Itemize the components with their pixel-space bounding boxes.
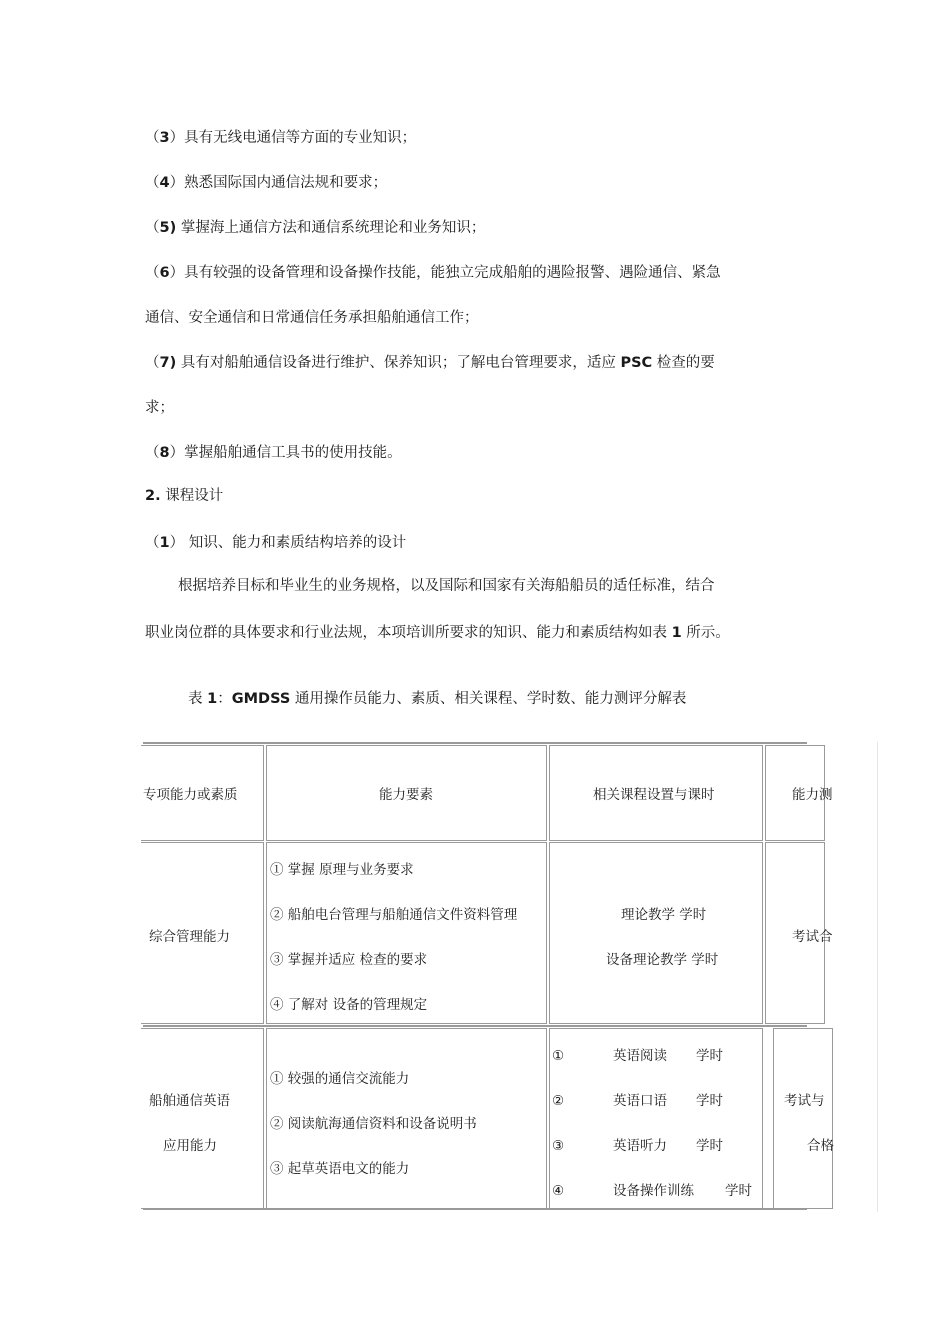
row1-element-1: ① 掌握 原理与业务要求: [270, 862, 414, 878]
table-caption: 表 1：GMDSS 通用操作员能力、素质、相关课程、学时数、能力测评分解表: [188, 691, 687, 707]
row2-course-num-4: ④: [552, 1183, 565, 1199]
row1-courses-cell: [549, 842, 763, 1024]
row2-course-name-4: 设备操作训练: [613, 1183, 694, 1199]
subsection-heading: （1） 知识、能力和素质结构培养的设计: [145, 535, 407, 551]
row2-ability-text-2: 应用能力: [163, 1138, 217, 1154]
row2-course-name-3: 英语听力: [613, 1138, 667, 1154]
requirement-4: （4）熟悉国际国内通信法规和要求；: [145, 175, 388, 191]
row2-course-unit-1: 学时: [696, 1048, 723, 1064]
row2-assessment-text-1: 考试与: [784, 1093, 825, 1109]
requirement-3: （3）具有无线电通信等方面的专业知识；: [145, 130, 417, 146]
row1-element-2: ② 船舶电台管理与船舶通信文件资料管理: [270, 907, 518, 923]
row2-course-name-2: 英语口语: [613, 1093, 667, 1109]
row2-course-unit-2: 学时: [696, 1093, 723, 1109]
row2-element-1: ① 较强的通信交流能力: [270, 1071, 410, 1087]
row2-element-2: ② 阅读航海通信资料和设备说明书: [270, 1116, 477, 1132]
row2-ability-text-1: 船舶通信英语: [149, 1093, 230, 1109]
requirement-7-line2: 求；: [145, 400, 174, 416]
body-paragraph-line1: 根据培养目标和毕业生的业务规格，以及国际和国家有关海船船员的适任标准，结合: [178, 578, 715, 594]
row1-element-4: ④ 了解对 设备的管理规定: [270, 997, 428, 1013]
row2-course-name-1: 英语阅读: [613, 1048, 667, 1064]
header-elements-text: 能力要素: [379, 787, 433, 803]
page-edge-line: [877, 742, 878, 1212]
row1-ability-text: 综合管理能力: [149, 929, 230, 945]
requirement-7-line1: （7) 具有对船舶通信设备进行维护、保养知识；了解电台管理要求，适应 PSC 检查的要: [145, 355, 715, 371]
row2-course-unit-4: 学时: [725, 1183, 752, 1199]
requirement-5: （5) 掌握海上通信方法和通信系统理论和业务知识；: [145, 220, 486, 236]
row1-course-1: 理论教学 学时: [621, 907, 707, 923]
section-heading: 2. 课程设计: [145, 488, 224, 504]
row-divider: [143, 1025, 807, 1027]
row2-course-unit-3: 学时: [696, 1138, 723, 1154]
row2-assessment-text-2: 合格: [807, 1138, 834, 1154]
row2-course-num-3: ③: [552, 1138, 565, 1154]
header-assessment-text: 能力测: [792, 787, 833, 803]
header-ability-text: 专项能力或素质: [143, 787, 238, 803]
row1-assessment-text: 考试合: [792, 929, 833, 945]
header-courses-text: 相关课程设置与课时: [593, 787, 715, 803]
row2-course-num-2: ②: [552, 1093, 565, 1109]
row2-ability-cell: [141, 1028, 264, 1209]
row2-course-num-1: ①: [552, 1048, 565, 1064]
row1-element-3: ③ 掌握并适应 检查的要求: [270, 952, 428, 968]
requirement-6-line1: （6）具有较强的设备管理和设备操作技能，能独立完成船舶的遇险报警、遇险通信、紧急: [145, 265, 721, 281]
row2-element-3: ③ 起草英语电文的能力: [270, 1161, 410, 1177]
competency-table: [143, 742, 834, 1212]
body-paragraph-line2: 职业岗位群的具体要求和行业法规，本项培训所要求的知识、能力和素质结构如表 1 所示。: [145, 625, 730, 641]
row2-assessment-cell: [773, 1028, 833, 1209]
requirement-8: （8）掌握船舶通信工具书的使用技能。: [145, 445, 402, 461]
row1-course-2: 设备理论教学 学时: [606, 952, 719, 968]
table-top-rule: [143, 742, 807, 744]
requirement-6-line2: 通信、安全通信和日常通信任务承担船舶通信工作；: [145, 310, 479, 326]
